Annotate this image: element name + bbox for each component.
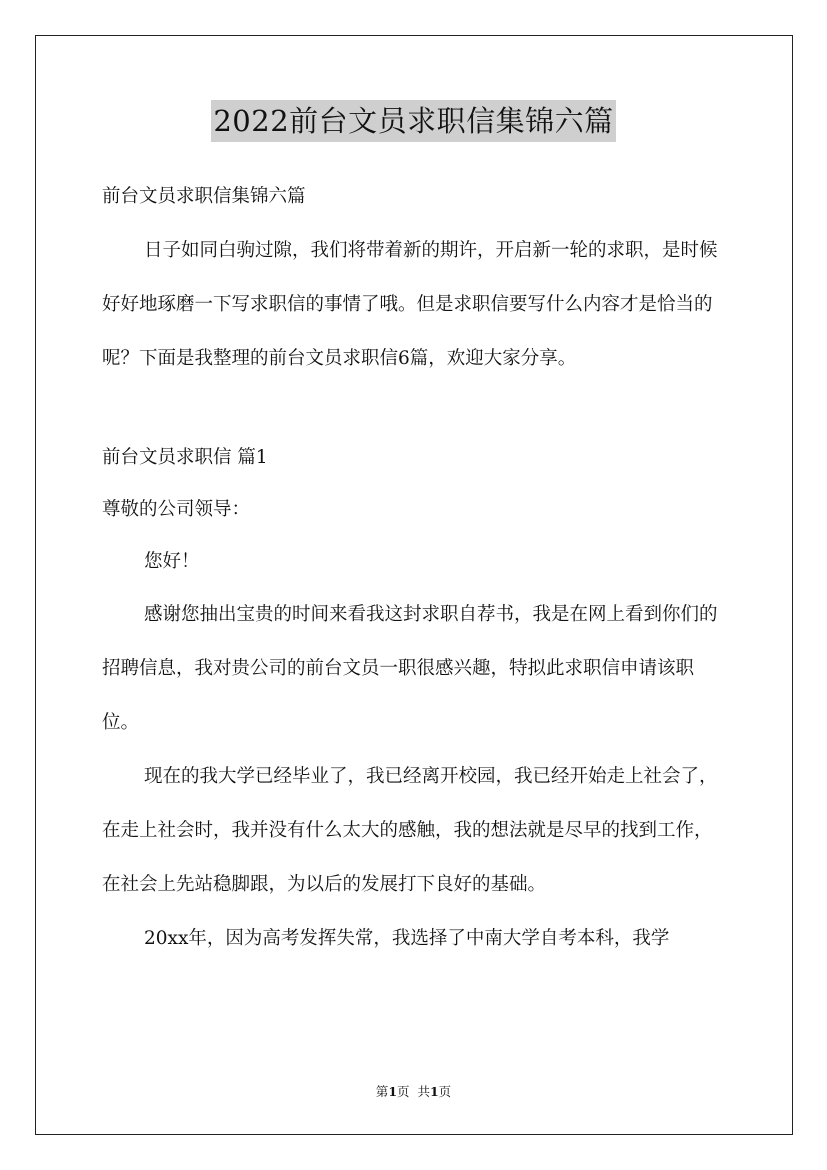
greeting: 您好！ <box>144 551 200 572</box>
document-subtitle: 前台文员求职信集锦六篇 <box>102 186 306 207</box>
body-paragraph: 现在的我大学已经毕业了，我已经离开校园，我已经开始走上社会了，在走上社会时，我并没有什么太大的感触，我的想法就是尽早的找到工作，在社会上先站稳脚跟，为以后的发展打下良好的基础。 <box>102 766 718 895</box>
salutation: 尊敬的公司领导： <box>102 499 251 520</box>
body-paragraph: 感谢您抽出宝贵的时间来看我这封求职自荐书，我是在网上看到你们的招聘信息，我对贵公司的前台文员一职很感兴趣，特拟此求职信申请该职位。 <box>102 604 718 733</box>
document-title <box>0 100 827 142</box>
section-heading: 前台文员求职信 篇1 <box>102 447 268 468</box>
section-spacer <box>102 386 727 432</box>
footer-page-mid: 页 共 <box>397 1084 430 1099</box>
document-title-text: 2022前台文员求职信集锦六篇 <box>211 100 615 142</box>
footer-page-total: 1 <box>429 1084 439 1099</box>
footer-page-number: 1 <box>388 1084 398 1099</box>
body-paragraph: 20xx年，因为高考发挥失常，我选择了中南大学自考本科，我学 <box>144 928 670 949</box>
page-footer <box>0 1083 827 1101</box>
document-body <box>102 170 727 966</box>
intro-paragraph: 日子如同白驹过隙，我们将带着新的期许，开启新一轮的求职，是时候好好地琢磨一下写求职信的事情了哦。但是求职信要写什么内容才是恰当的呢？下面是我整理的前台文员求职信6篇，欢迎大家分享。 <box>102 240 718 369</box>
footer-page-suffix: 页 <box>438 1084 452 1099</box>
footer-page-prefix: 第 <box>375 1084 389 1099</box>
